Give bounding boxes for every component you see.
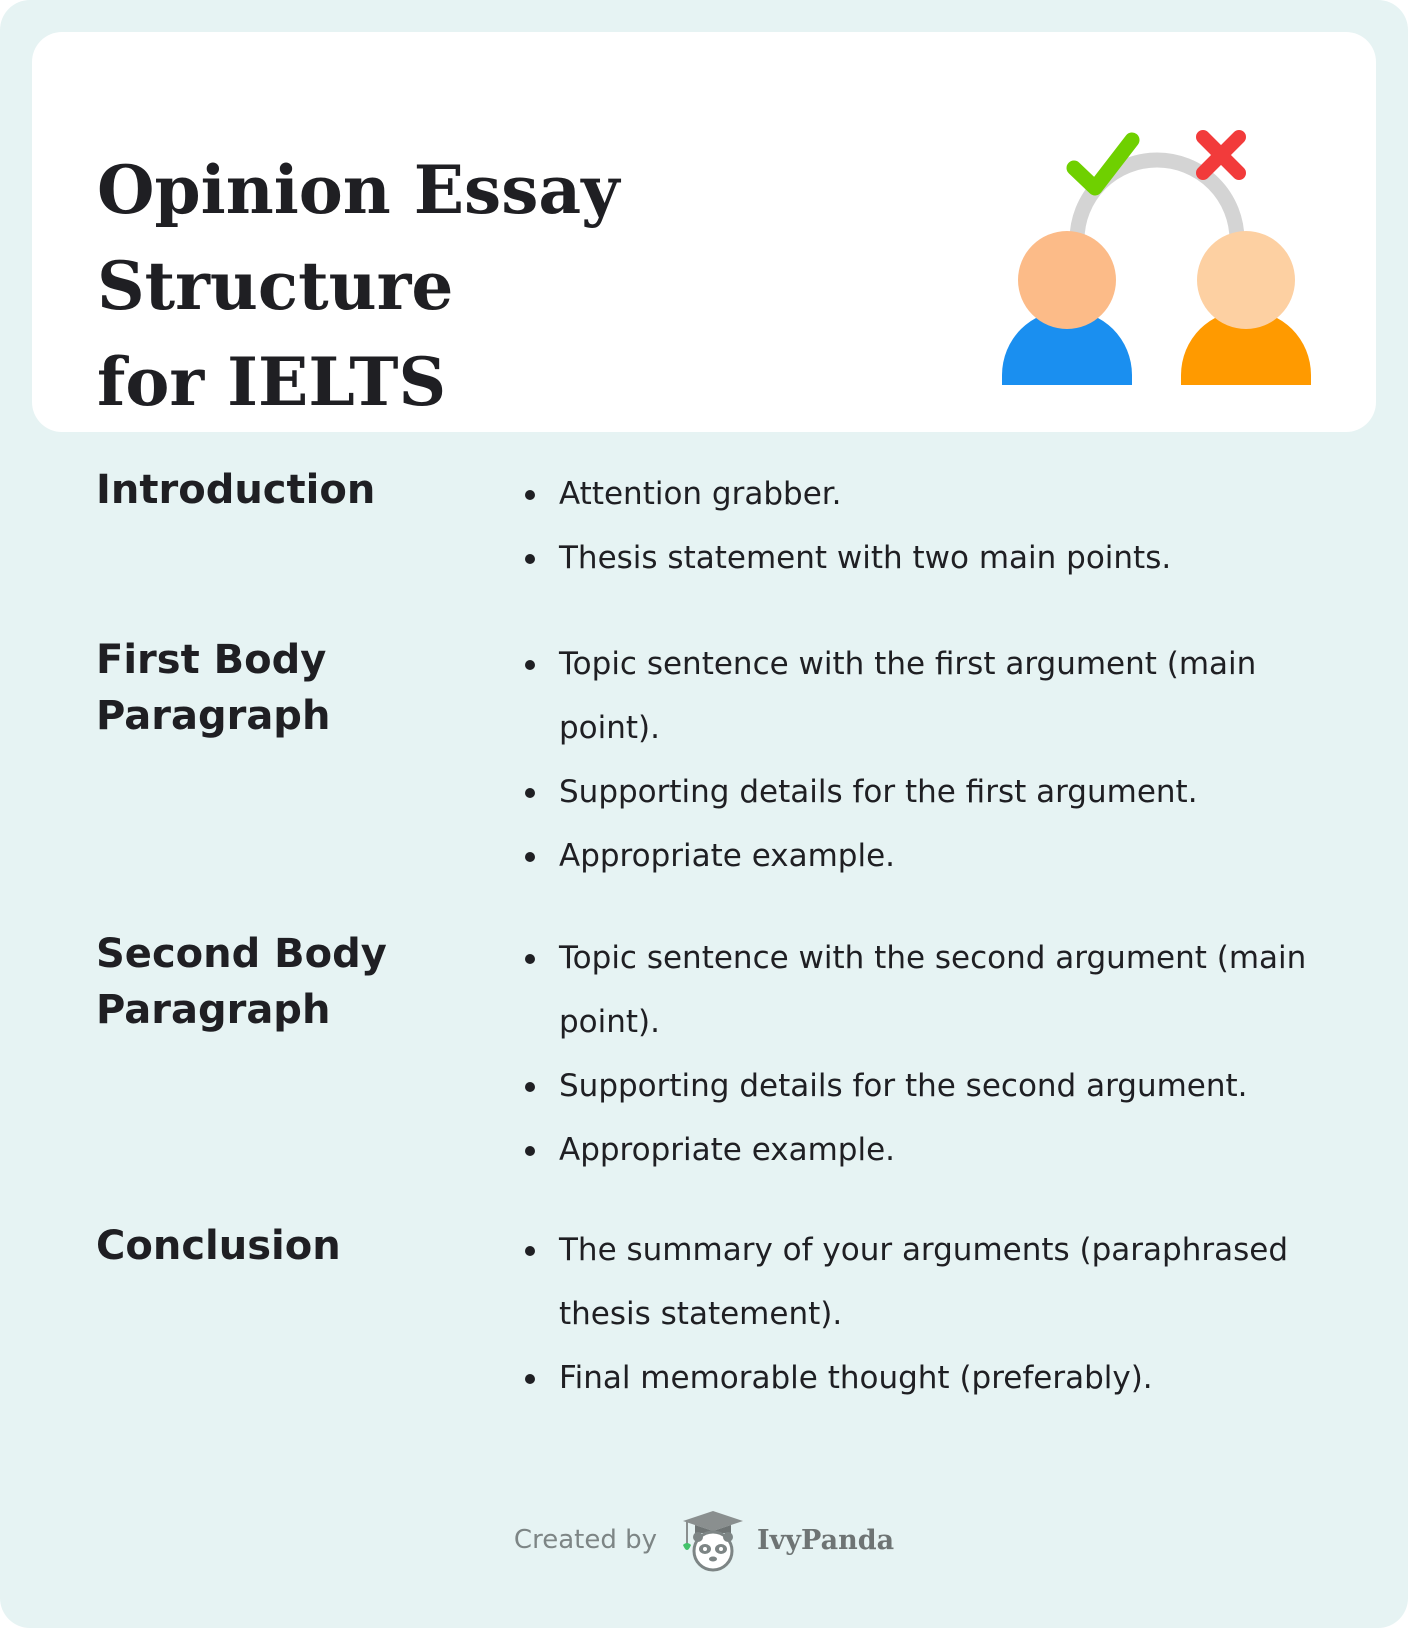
section-label-introduction: Introduction xyxy=(96,467,376,513)
list-item: The summary of your arguments (paraphrased thesis statement). xyxy=(520,1218,1350,1346)
section-list-first-body xyxy=(520,632,1350,888)
credit-text: Created by xyxy=(513,1525,657,1555)
list-item: Topic sentence with the first argument (main point). xyxy=(520,632,1350,760)
list-item: Thesis statement with two main points. xyxy=(520,526,1350,590)
title-line-1: Opinion Essay Structure xyxy=(97,151,620,325)
list-item: Supporting details for the first argument. xyxy=(520,760,1350,824)
list-item: Appropriate example. xyxy=(520,824,1350,888)
section-list-second-body xyxy=(520,926,1350,1182)
list-item: Appropriate example. xyxy=(520,1118,1350,1182)
footer-credit xyxy=(0,1505,1408,1575)
list-item: Final memorable thought (preferably). xyxy=(520,1346,1350,1410)
title-line-2: for IELTS xyxy=(97,343,447,421)
section-label-conclusion: Conclusion xyxy=(96,1223,341,1269)
section-label-second-body: Second Body Paragraph xyxy=(96,931,387,1033)
list-item: Topic sentence with the second argument (main point). xyxy=(520,926,1350,1054)
section-list-introduction xyxy=(520,462,1350,590)
list-item: Supporting details for the second argument. xyxy=(520,1054,1350,1118)
ivypanda-logo-icon xyxy=(675,1507,751,1573)
section-label-first-body: First Body Paragraph xyxy=(96,637,331,739)
list-item: Attention grabber. xyxy=(520,462,1350,526)
brand-name: IvyPanda xyxy=(756,1524,895,1556)
section-list-conclusion xyxy=(520,1218,1350,1410)
